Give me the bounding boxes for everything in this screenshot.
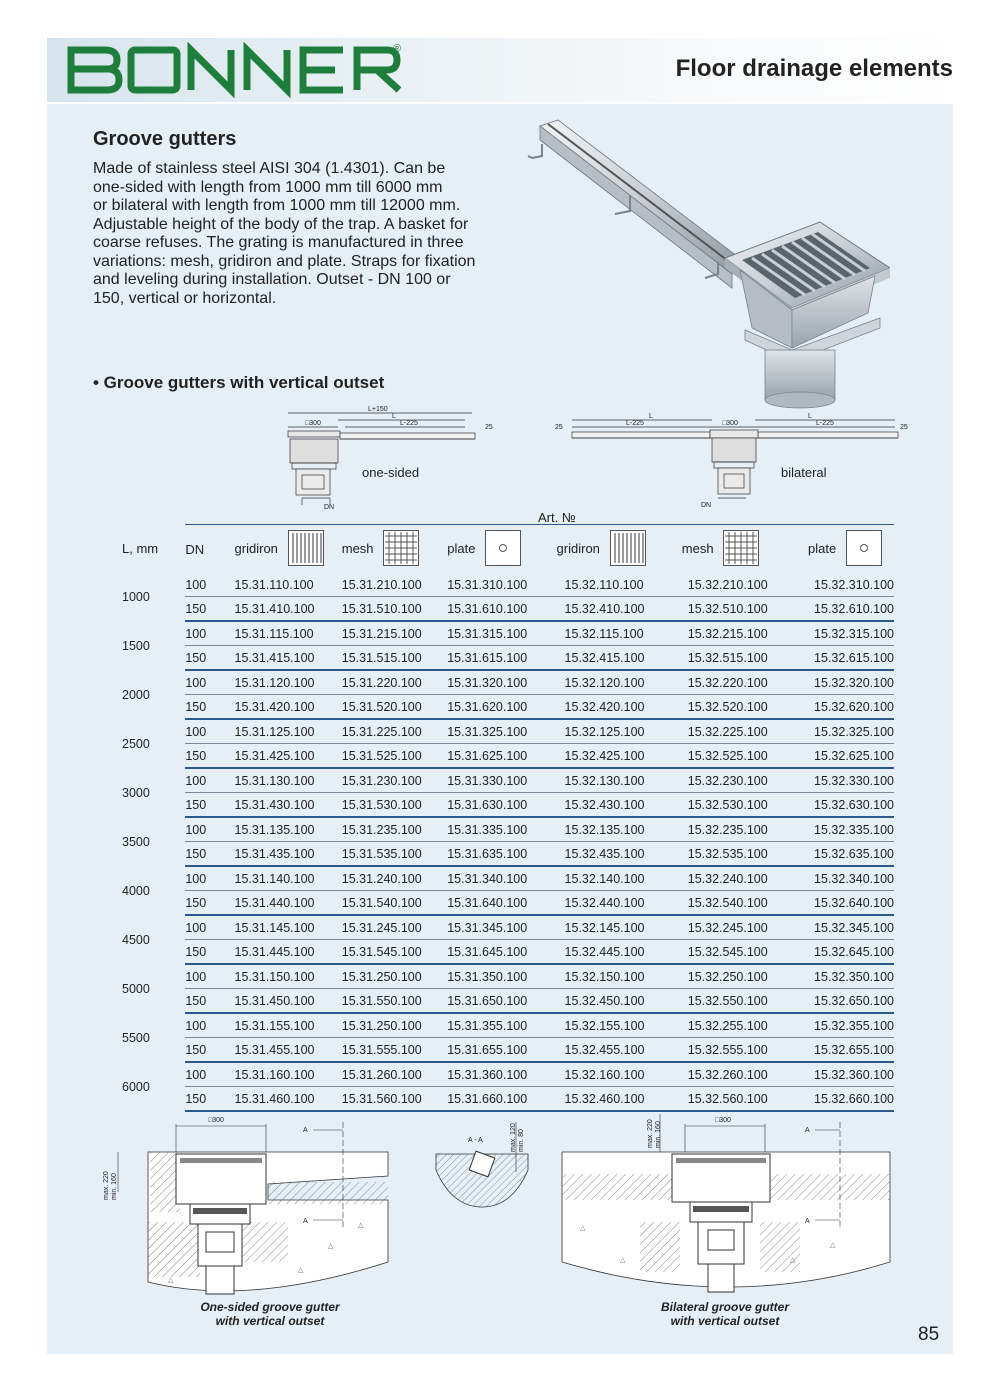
dim-dn: DN [324, 504, 335, 511]
art-code-cell: 15.31.155.100 [235, 1013, 342, 1038]
art-code-cell: 15.31.545.100 [342, 940, 447, 965]
art-code-cell: 15.31.640.100 [447, 891, 554, 916]
length-cell: 1000 [122, 590, 150, 604]
art-code-cell: 15.32.235.100 [674, 817, 796, 842]
art-code-cell: 15.31.445.100 [235, 940, 342, 965]
dim-end-left: 25 [555, 424, 563, 431]
dim-dn: DN [701, 502, 712, 509]
dn-cell: 150 [185, 793, 234, 818]
art-code-cell: 15.32.410.100 [555, 597, 674, 622]
art-code-cell: 15.31.115.100 [235, 621, 342, 646]
art-code-cell: 15.32.460.100 [555, 1087, 674, 1112]
bonner-logo [65, 42, 405, 103]
plate-grating-icon [846, 530, 882, 569]
table-row [122, 817, 894, 842]
art-code-cell: 15.31.620.100 [447, 695, 554, 720]
desc-line: or bilateral with length from 1000 mm till 12000 mm. [93, 197, 461, 214]
art-code-cell: 15.31.260.100 [342, 1062, 447, 1087]
section-drawing-bilateral [560, 1112, 895, 1302]
section-drawing-a-a [432, 1112, 532, 1217]
art-code-cell: 15.31.610.100 [447, 597, 554, 622]
art-code-cell: 15.31.140.100 [235, 866, 342, 891]
art-code-cell: 15.31.435.100 [235, 842, 342, 867]
table-row [122, 573, 894, 597]
mesh-grating-icon [723, 530, 759, 569]
art-code-cell: 15.32.230.100 [674, 768, 796, 793]
art-code-cell: 15.31.645.100 [447, 940, 554, 965]
art-code-cell: 15.32.250.100 [674, 964, 796, 989]
dim-max220: max. 220 [103, 1171, 110, 1200]
art-code-cell: 15.31.615.100 [447, 646, 554, 671]
length-cell: 5000 [122, 981, 150, 996]
dn-cell: 100 [185, 1062, 234, 1087]
art-code-cell: 15.32.660.100 [796, 1087, 894, 1112]
dn-cell: 100 [185, 964, 234, 989]
art-code-cell: 15.32.260.100 [674, 1062, 796, 1087]
art-code-cell: 15.32.340.100 [796, 866, 894, 891]
art-code-cell: 15.32.220.100 [674, 670, 796, 695]
art-code-cell: 15.31.320.100 [447, 670, 554, 695]
art-code-cell: 15.32.415.100 [555, 646, 674, 671]
length-cell: 2500 [122, 736, 150, 751]
dim-sq: □300 [208, 1117, 224, 1124]
table-row [122, 695, 894, 720]
art-code-cell: 15.31.455.100 [235, 1038, 342, 1063]
header-l: L, mm [122, 541, 159, 557]
art-code-cell: 15.31.355.100 [447, 1013, 554, 1038]
plate-grating-icon [485, 530, 521, 569]
svg-text:△: △ [620, 1257, 626, 1264]
table-row [122, 842, 894, 867]
art-code-cell: 15.31.440.100 [235, 891, 342, 916]
art-code-cell: 15.32.655.100 [796, 1038, 894, 1063]
art-code-cell: 15.32.125.100 [555, 719, 674, 744]
art-code-cell: 15.32.450.100 [555, 989, 674, 1014]
art-code-cell: 15.31.660.100 [447, 1087, 554, 1112]
dim-inner: L-225 [400, 420, 418, 427]
art-code-cell: 15.32.330.100 [796, 768, 894, 793]
art-code-cell: 15.31.240.100 [342, 866, 447, 891]
art-code-cell: 15.32.550.100 [674, 989, 796, 1014]
desc-line: 150, vertical or horizontal. [93, 289, 277, 307]
art-code-cell: 15.31.250.100 [342, 964, 447, 989]
art-code-cell: 15.31.625.100 [447, 744, 554, 769]
dim-min160: min. 160 [655, 1121, 662, 1148]
art-code-cell: 15.32.345.100 [796, 915, 894, 940]
art-code-cell: 15.31.450.100 [235, 989, 342, 1014]
art-code-cell: 15.31.130.100 [235, 768, 342, 793]
art-code-cell: 15.31.235.100 [342, 817, 447, 842]
gridiron-grating-icon [610, 530, 646, 569]
table-row [122, 940, 894, 965]
article-table [122, 524, 894, 1112]
table-row [122, 866, 894, 891]
dn-cell: 100 [185, 866, 234, 891]
length-cell: 6000 [122, 1079, 150, 1094]
art-code-cell: 15.31.360.100 [447, 1062, 554, 1087]
dim-l-right: L [808, 413, 812, 420]
dn-cell: 150 [185, 1038, 234, 1063]
desc-line: variations: mesh, gridiron and plate. Straps for fixation [93, 252, 476, 270]
table-row [122, 989, 894, 1014]
dn-cell: 150 [185, 891, 234, 916]
desc-line: Adjustable height of the body of the trap. A basket for [93, 215, 469, 233]
art-code-cell: 15.31.230.100 [342, 768, 447, 793]
art-code-cell: 15.31.325.100 [447, 719, 554, 744]
art-code-cell: 15.32.110.100 [564, 577, 644, 592]
art-code-cell: 15.31.510.100 [342, 597, 447, 622]
dn-cell: 150 [185, 597, 234, 622]
art-code-cell: 15.32.140.100 [555, 866, 674, 891]
art-code-cell: 15.32.360.100 [796, 1062, 894, 1087]
dn-cell: 150 [185, 842, 234, 867]
art-code-cell: 15.31.330.100 [447, 768, 554, 793]
art-code-cell: 15.31.145.100 [235, 915, 342, 940]
dn-cell: 100 [185, 621, 234, 646]
section-label-aa: A - A [468, 1137, 483, 1144]
dim-sq: □300 [722, 420, 738, 427]
page-number: 85 [918, 1324, 940, 1345]
dim-l-left: L [649, 413, 653, 420]
section-drawing-one-sided [98, 1112, 398, 1302]
art-code-cell: 15.31.635.100 [447, 842, 554, 867]
art-code-cell: 15.31.525.100 [342, 744, 447, 769]
length-cell: 3500 [122, 834, 150, 849]
svg-text:△: △ [168, 1277, 174, 1284]
art-code-cell: 15.32.245.100 [674, 915, 796, 940]
diagram-bilateral [550, 403, 915, 520]
art-code-cell: 15.32.215.100 [674, 621, 796, 646]
art-code-cell: 15.32.420.100 [555, 695, 674, 720]
table-row [122, 915, 894, 940]
art-code-cell: 15.31.310.100 [447, 577, 528, 592]
art-code-cell: 15.32.130.100 [555, 768, 674, 793]
table-row [122, 964, 894, 989]
mesh-grating-icon [383, 530, 419, 569]
dim-sq: □300 [715, 1117, 731, 1124]
header-mesh-2: mesh [674, 525, 796, 574]
art-code-cell: 15.32.630.100 [796, 793, 894, 818]
art-code-cell: 15.32.620.100 [796, 695, 894, 720]
dim-inner-right: L-225 [816, 420, 834, 427]
product-illustration [520, 118, 890, 423]
art-code-cell: 15.32.545.100 [674, 940, 796, 965]
art-code-cell: 15.32.455.100 [555, 1038, 674, 1063]
art-code-cell: 15.32.310.100 [814, 577, 894, 592]
art-code-cell: 15.31.410.100 [235, 597, 342, 622]
gridiron-grating-icon [288, 530, 324, 569]
art-code-cell: 15.31.315.100 [447, 621, 554, 646]
length-cell: 4500 [122, 932, 150, 947]
length-cell: 2000 [122, 687, 150, 702]
art-code-cell: 15.31.515.100 [342, 646, 447, 671]
dn-cell: 100 [185, 817, 234, 842]
dim-end-right: 25 [900, 424, 908, 431]
art-code-cell: 15.32.520.100 [674, 695, 796, 720]
section-marker-a: A [805, 1218, 810, 1225]
page-title: Floor drainage elements [675, 55, 953, 82]
table-row [122, 768, 894, 793]
art-code-cell: 15.31.560.100 [342, 1087, 447, 1112]
section-marker-a: A [303, 1218, 308, 1225]
header-gridiron-2: gridiron [555, 525, 674, 574]
art-code-cell: 15.32.255.100 [674, 1013, 796, 1038]
svg-text:△: △ [580, 1225, 586, 1232]
art-code-cell: 15.32.555.100 [674, 1038, 796, 1063]
art-code-cell: 15.31.345.100 [447, 915, 554, 940]
art-code-cell: 15.31.655.100 [447, 1038, 554, 1063]
dim-end: 25 [485, 424, 493, 431]
art-code-cell: 15.32.210.100 [687, 577, 768, 592]
desc-line: and leveling during installation. Outset - DN 100 or [93, 271, 451, 288]
length-cell: 3000 [122, 785, 150, 800]
art-code-cell: 15.31.535.100 [342, 842, 447, 867]
art-code-cell: 15.32.610.100 [796, 597, 894, 622]
header-gridiron: gridiron [235, 525, 342, 574]
length-cell: 4000 [122, 883, 150, 898]
art-code-cell: 15.32.650.100 [796, 989, 894, 1014]
header-mesh: mesh [342, 525, 447, 574]
art-code-cell: 15.31.550.100 [342, 989, 447, 1014]
intro-heading: Groove gutters [93, 128, 237, 150]
section-heading: • Groove gutters with vertical outset [93, 373, 385, 392]
table-row [122, 793, 894, 818]
art-code-cell: 15.32.160.100 [555, 1062, 674, 1087]
art-code-cell: 15.32.355.100 [796, 1013, 894, 1038]
art-code-cell: 15.32.625.100 [796, 744, 894, 769]
art-code-cell: 15.32.530.100 [674, 793, 796, 818]
table-row [122, 1038, 894, 1063]
dim-l: L [392, 413, 396, 420]
art-code-cell: 15.32.120.100 [555, 670, 674, 695]
table-header-row [122, 525, 894, 574]
art-code-cell: 15.31.215.100 [342, 621, 447, 646]
header-dn: DN [185, 525, 234, 574]
art-code-cell: 15.31.335.100 [447, 817, 554, 842]
art-code-cell: 15.32.150.100 [555, 964, 674, 989]
art-code-cell: 15.31.250.100 [342, 1013, 447, 1038]
art-code-cell: 15.31.540.100 [342, 891, 447, 916]
art-code-cell: 15.32.615.100 [796, 646, 894, 671]
svg-text:®: ® [393, 43, 402, 55]
dn-cell: 100 [185, 768, 234, 793]
art-code-cell: 15.31.245.100 [342, 915, 447, 940]
dn-cell: 100 [185, 1013, 234, 1038]
length-cell: 5500 [122, 1030, 150, 1045]
svg-text:△: △ [328, 1243, 334, 1250]
art-code-cell: 15.31.150.100 [235, 964, 342, 989]
caption-one-sided: One-sided groove gutter with vertical outset [200, 1300, 340, 1328]
dn-cell: 100 [185, 719, 234, 744]
art-code-cell: 15.32.515.100 [674, 646, 796, 671]
dn-cell: 150 [185, 1087, 234, 1112]
art-number-label: Art. № [538, 510, 576, 525]
art-code-cell: 15.31.160.100 [235, 1062, 342, 1087]
table-row [122, 1062, 894, 1087]
art-code-cell: 15.32.320.100 [796, 670, 894, 695]
art-code-cell: 15.32.135.100 [555, 817, 674, 842]
dim-inner-left: L-225 [626, 420, 644, 427]
dn-cell: 150 [185, 695, 234, 720]
table-row [122, 744, 894, 769]
art-code-cell: 15.32.315.100 [796, 621, 894, 646]
table-row [122, 1013, 894, 1038]
art-code-cell: 15.31.340.100 [447, 866, 554, 891]
desc-line: Made of stainless steel AISI 304 (1.4301). Can be [93, 160, 446, 177]
section-marker-a: A [303, 1127, 308, 1134]
art-code-cell: 15.32.435.100 [555, 842, 674, 867]
table-row [122, 719, 894, 744]
bilateral-label: bilateral [781, 465, 827, 480]
art-code-cell: 15.31.460.100 [235, 1087, 342, 1112]
dn-cell: 150 [185, 646, 234, 671]
art-code-cell: 15.31.220.100 [342, 670, 447, 695]
table-row [122, 621, 894, 646]
intro-description [93, 160, 503, 308]
art-code-cell: 15.31.415.100 [235, 646, 342, 671]
one-sided-label: one-sided [362, 465, 420, 480]
art-code-cell: 15.32.525.100 [674, 744, 796, 769]
art-code-cell: 15.32.335.100 [796, 817, 894, 842]
art-code-cell: 15.32.560.100 [674, 1087, 796, 1112]
table-row [122, 1087, 894, 1112]
dn-cell: 100 [185, 577, 207, 592]
art-code-cell: 15.31.530.100 [342, 793, 447, 818]
dim-max220: max. 220 [647, 1119, 654, 1148]
art-code-cell: 15.31.110.100 [234, 577, 314, 592]
dim-min160: min. 160 [111, 1173, 118, 1200]
svg-text:△: △ [358, 1222, 364, 1229]
caption-bilateral: Bilateral groove gutter with vertical outset [660, 1300, 790, 1328]
art-code-cell: 15.32.145.100 [555, 915, 674, 940]
art-code-cell: 15.32.240.100 [674, 866, 796, 891]
dn-cell: 150 [185, 940, 234, 965]
dim-min80: min. 80 [518, 1129, 525, 1152]
art-code-cell: 15.32.540.100 [674, 891, 796, 916]
art-code-cell: 15.31.120.100 [235, 670, 342, 695]
art-code-cell: 15.32.440.100 [555, 891, 674, 916]
header-plate: plate [447, 525, 554, 574]
art-code-cell: 15.32.510.100 [674, 597, 796, 622]
svg-text:△: △ [830, 1242, 836, 1249]
art-code-cell: 15.32.635.100 [796, 842, 894, 867]
art-code-cell: 15.32.535.100 [674, 842, 796, 867]
art-code-cell: 15.31.135.100 [235, 817, 342, 842]
art-code-cell: 15.32.640.100 [796, 891, 894, 916]
art-code-cell: 15.31.430.100 [235, 793, 342, 818]
desc-line: coarse refuses. The grating is manufactured in three [93, 234, 464, 251]
dim-sq: □300 [305, 420, 321, 427]
table-row [122, 670, 894, 695]
art-code-cell: 15.31.425.100 [235, 744, 342, 769]
svg-text:△: △ [790, 1257, 796, 1264]
art-code-cell: 15.31.555.100 [342, 1038, 447, 1063]
dn-cell: 100 [185, 915, 234, 940]
art-code-cell: 15.32.325.100 [796, 719, 894, 744]
dim-total: L+150 [368, 406, 388, 413]
dn-cell: 150 [185, 744, 234, 769]
art-code-cell: 15.32.430.100 [555, 793, 674, 818]
art-code-cell: 15.32.155.100 [555, 1013, 674, 1038]
art-code-cell: 15.32.225.100 [674, 719, 796, 744]
dim-max120: max. 120 [510, 1123, 517, 1152]
svg-text:△: △ [298, 1267, 304, 1274]
diagram-one-sided [280, 403, 505, 520]
desc-line: one-sided with length from 1000 mm till 6000 mm [93, 178, 443, 196]
table-row [122, 646, 894, 671]
header-plate-2: plate [796, 525, 894, 574]
art-code-cell: 15.31.630.100 [447, 793, 554, 818]
art-code-cell: 15.31.520.100 [342, 695, 447, 720]
table-row [122, 597, 894, 622]
table-row [122, 891, 894, 916]
art-code-cell: 15.31.650.100 [447, 989, 554, 1014]
art-code-cell: 15.31.125.100 [235, 719, 342, 744]
art-code-cell: 15.31.350.100 [447, 964, 554, 989]
art-code-cell: 15.31.210.100 [341, 577, 422, 592]
art-code-cell: 15.32.425.100 [555, 744, 674, 769]
art-code-cell: 15.32.445.100 [555, 940, 674, 965]
section-marker-a: A [805, 1127, 810, 1134]
dn-cell: 150 [185, 989, 234, 1014]
art-code-cell: 15.31.420.100 [235, 695, 342, 720]
length-cell: 1500 [122, 638, 150, 653]
dn-cell: 100 [185, 670, 234, 695]
art-code-cell: 15.31.225.100 [342, 719, 447, 744]
art-code-cell: 15.32.645.100 [796, 940, 894, 965]
art-code-cell: 15.32.350.100 [796, 964, 894, 989]
art-code-cell: 15.32.115.100 [555, 621, 674, 646]
